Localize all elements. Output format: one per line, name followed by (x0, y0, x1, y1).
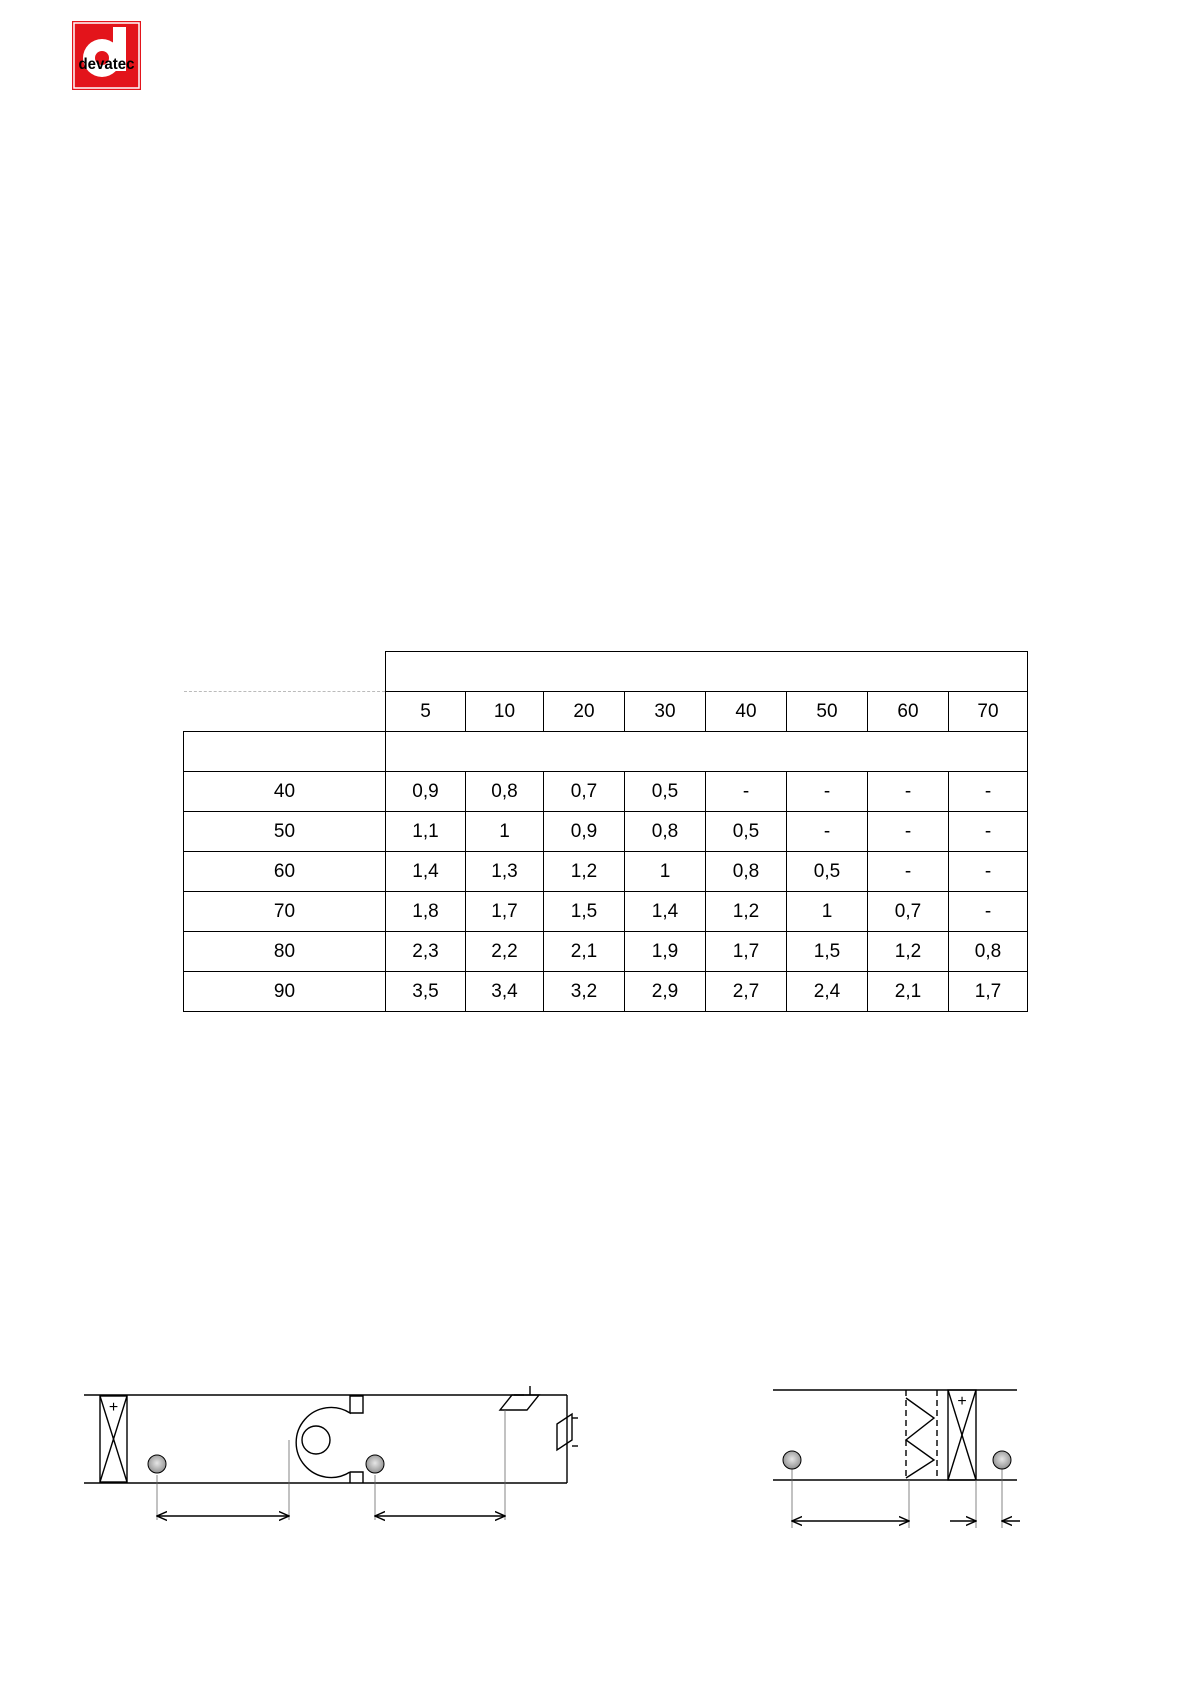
table-cell: 1,2 (868, 932, 949, 972)
table-cell: - (949, 812, 1028, 852)
table-cell: 1,7 (949, 972, 1028, 1012)
table-cell: 1,7 (466, 892, 544, 932)
table-cell: 1,2 (544, 852, 625, 892)
table-cell: - (706, 772, 787, 812)
column-header: 70 (949, 692, 1028, 732)
table-cell: 1,3 (466, 852, 544, 892)
table-cell: 0,8 (706, 852, 787, 892)
data-table (183, 651, 1028, 1012)
subheader-span-cell (386, 732, 1028, 772)
table-cell: 3,2 (544, 972, 625, 1012)
table-cell: - (949, 892, 1028, 932)
row-label: 90 (184, 972, 386, 1012)
table-cell: 1,4 (386, 852, 466, 892)
table-cell: 0,7 (544, 772, 625, 812)
table-cell: 1,1 (386, 812, 466, 852)
table-cell: - (868, 812, 949, 852)
table-header-row-top (184, 652, 1028, 692)
table-cell: 3,4 (466, 972, 544, 1012)
row-label: 40 (184, 772, 386, 812)
table-cell: 2,2 (466, 932, 544, 972)
table-row (184, 812, 1028, 852)
table-cell: 2,4 (787, 972, 868, 1012)
measurement-point (783, 1451, 801, 1469)
table-cell: 0,5 (706, 812, 787, 852)
column-header: 50 (787, 692, 868, 732)
table-cell: 1 (625, 852, 706, 892)
table-cell: - (787, 812, 868, 852)
table-cell: - (787, 772, 868, 812)
table-cell: 1 (466, 812, 544, 852)
table-cell: 0,9 (544, 812, 625, 852)
table-row (184, 972, 1028, 1012)
table-cell: 1,5 (544, 892, 625, 932)
table-cell: 0,5 (625, 772, 706, 812)
table-cell: 0,5 (787, 852, 868, 892)
measurement-point (993, 1451, 1011, 1469)
table-cell: 0,9 (386, 772, 466, 812)
column-header: 60 (868, 692, 949, 732)
row-label: 70 (184, 892, 386, 932)
table-cell: 1,7 (706, 932, 787, 972)
table-cell: 0,7 (868, 892, 949, 932)
table-cell: 2,3 (386, 932, 466, 972)
table-cell: 2,7 (706, 972, 787, 1012)
header-corner (184, 652, 386, 692)
table-cell: 0,8 (949, 932, 1028, 972)
table-row (184, 852, 1028, 892)
table-cell: - (949, 772, 1028, 812)
table-cell: 1,5 (787, 932, 868, 972)
table-cell: 2,1 (544, 932, 625, 972)
row-label: 50 (184, 812, 386, 852)
table-cell: - (868, 772, 949, 812)
column-header: 10 (466, 692, 544, 732)
column-header: 30 (625, 692, 706, 732)
logo-text: devatec (78, 56, 135, 73)
table-cell: 1 (787, 892, 868, 932)
table-row (184, 932, 1028, 972)
header-corner-lower (184, 692, 386, 732)
table-cell: 0,8 (466, 772, 544, 812)
table-header-row-values (184, 692, 1028, 732)
header-span-cell (386, 652, 1028, 692)
table-row (184, 772, 1028, 812)
row-header-label-cell (184, 732, 386, 772)
row-label: 60 (184, 852, 386, 892)
table-cell: 3,5 (386, 972, 466, 1012)
duct-diagram-right (770, 1368, 1030, 1538)
table-cell: 0,8 (625, 812, 706, 852)
table-row (184, 892, 1028, 932)
table-cell: - (868, 852, 949, 892)
table-cell: 2,1 (868, 972, 949, 1012)
table-subheader-row (184, 732, 1028, 772)
table-cell: 1,8 (386, 892, 466, 932)
column-header: 40 (706, 692, 787, 732)
column-header: 20 (544, 692, 625, 732)
plus-sign: + (957, 1393, 967, 1410)
table-cell: 1,2 (706, 892, 787, 932)
table-cell: 1,4 (625, 892, 706, 932)
measurement-point (366, 1455, 384, 1473)
column-header: 5 (386, 692, 466, 732)
table-cell: 2,9 (625, 972, 706, 1012)
measurement-point (148, 1455, 166, 1473)
duct-diagram-left (80, 1368, 600, 1538)
plus-sign: + (108, 1399, 119, 1416)
row-label: 80 (184, 932, 386, 972)
table-cell: - (949, 852, 1028, 892)
table-cell: 1,9 (625, 932, 706, 972)
devatec-logo (72, 21, 141, 90)
